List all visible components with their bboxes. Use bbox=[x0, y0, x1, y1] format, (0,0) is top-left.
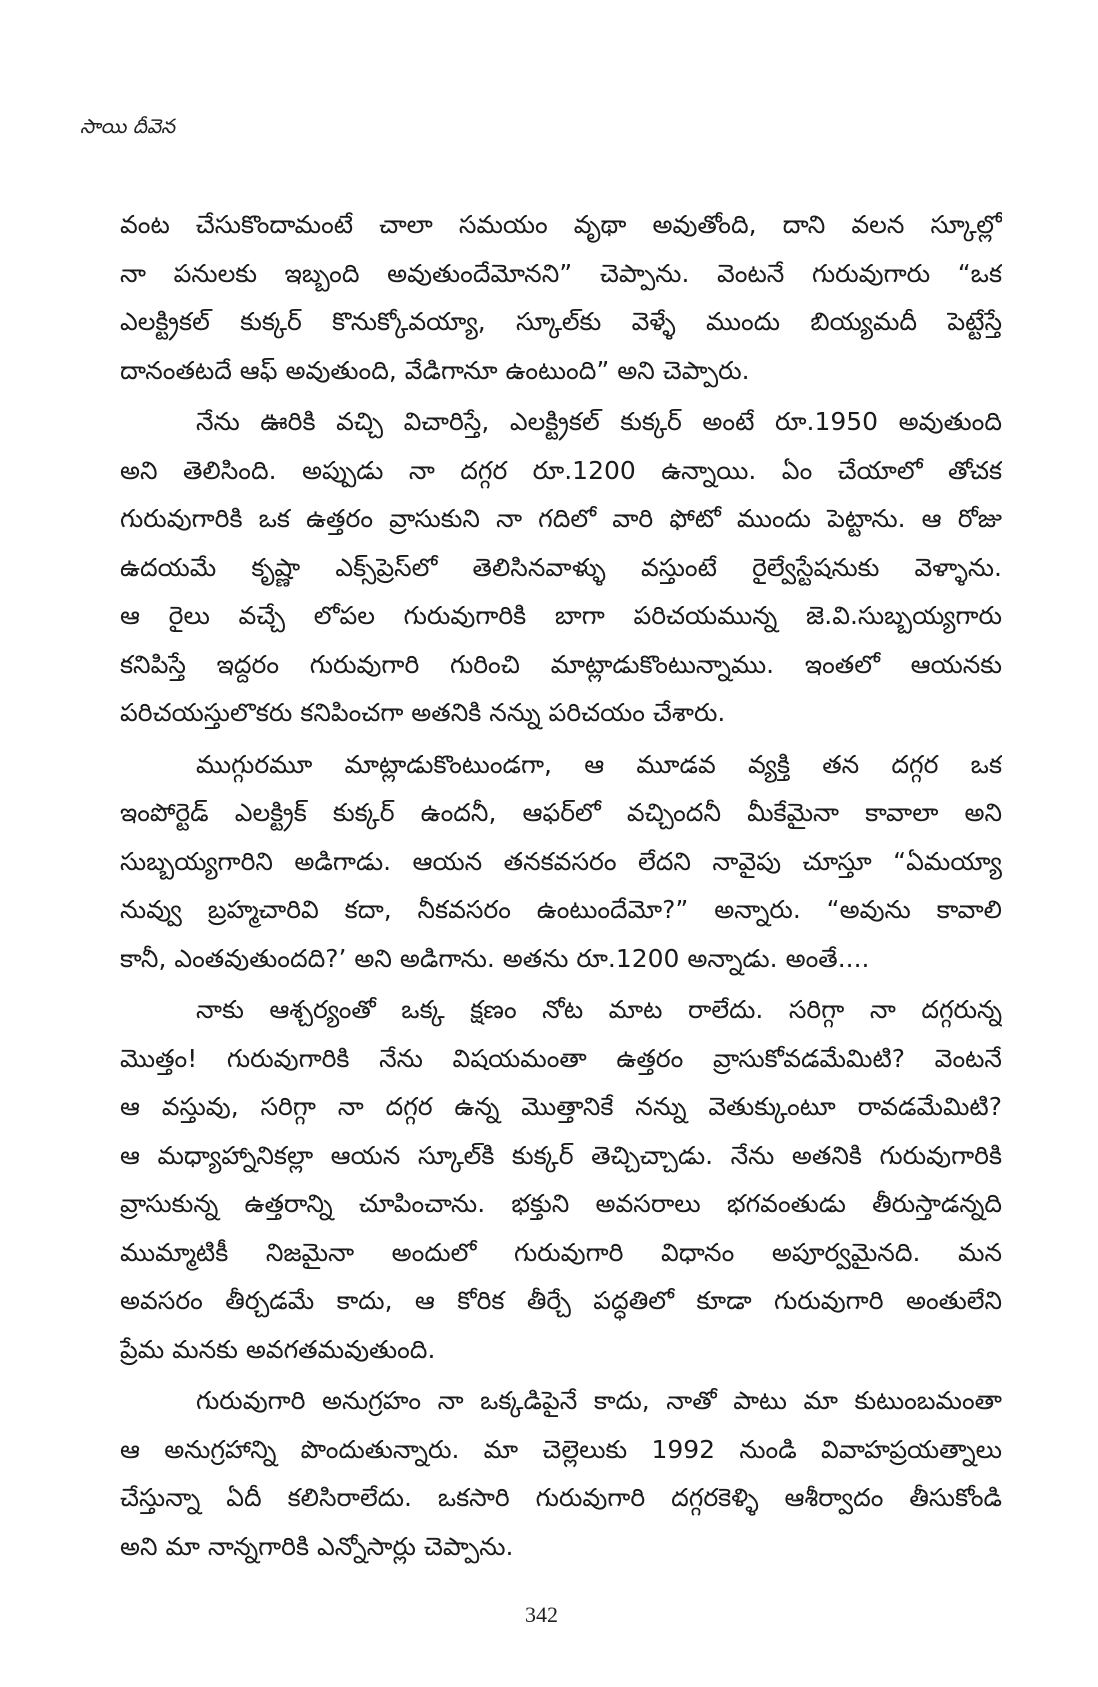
text-line: చేస్తున్నా ఏదీ కలిసిరాలేదు. ఒకసారి గురువుగారి దగ్గరకెళ్ళి ఆశీర్వాదం తీసుకోండి bbox=[120, 1483, 1002, 1512]
text-line: మొత్తం! గురువుగారికి నేను విషయమంతా ఉత్తరం వ్రాసుకోవడమేమిటి? వెంటనే bbox=[120, 1043, 1002, 1073]
text-line: ఆ అనుగ్రహాన్ని పొందుతున్నారు. మా చెల్లెలుకు 1992 నుండి వివాహప్రయత్నాలు bbox=[120, 1434, 1002, 1464]
paragraph bbox=[120, 201, 1002, 395]
text-line: గురువుగారి అనుగ్రహం నా ఒక్కడిపైనే కాదు, నాతో పాటు మా కుటుంబమంతా bbox=[196, 1386, 1002, 1415]
text-line: నా పనులకు ఇబ్బంది అవుతుందేమోనని” చెప్పాను. వెంటనే గురువుగారు “ఒక bbox=[120, 258, 1002, 288]
text-line: అని మా నాన్నగారికి ఎన్నోసార్లు చెప్పాను. bbox=[120, 1531, 514, 1561]
text-line: కనిపిస్తే ఇద్దరం గురువుగారి గురించి మాట్లాడుకొంటున్నాము. ఇంతలో ఆయనకు bbox=[120, 649, 1002, 679]
text-line: ఇంపోర్టెడ్ ఎలక్ట్రిక్ కుక్కర్ ఉందనీ, ఆఫర్‌లో వచ్చిందనీ మీకేమైనా కావాలా అని bbox=[120, 798, 1002, 827]
text-line: నాకు ఆశ్చర్యంతో ఒక్క క్షణం నోట మాట రాలేదు. సరిగ్గా నా దగ్గరున్న bbox=[196, 995, 1002, 1024]
text-line: పరిచయస్తులొకరు కనిపించగా అతనికి నన్ను పరిచయం చేశారు. bbox=[120, 698, 726, 727]
paragraph bbox=[120, 986, 1002, 1374]
text-line: అవసరం తీర్చడమే కాదు, ఆ కోరిక తీర్చే పద్ధతిలో కూడా గురువుగారి అంతులేని bbox=[120, 1286, 1002, 1315]
text-line: ఆ రైలు వచ్చే లోపల గురువుగారికి బాగా పరిచయమున్న జె.వి.సుబ్బయ్యగారు bbox=[120, 601, 1002, 630]
paragraph bbox=[120, 1377, 1002, 1571]
text-line: సుబ్బయ్యగారిని అడిగాడు. ఆయన తనకవసరం లేదని నావైపు చూస్తూ “ఏమయ్యా bbox=[120, 846, 1002, 876]
text-line: కానీ, ఎంతవుతుందది?’ అని అడిగాను. అతను రూ.1200 అన్నాడు. అంతే.... bbox=[120, 943, 870, 973]
text-line: ముమ్మాటికీ నిజమైనా అందులో గురువుగారి విధానం అపూర్వమైనది. మన bbox=[120, 1237, 1002, 1267]
running-header: సాయి దీవెన bbox=[80, 114, 176, 138]
text-line: ఎలక్ట్రికల్ కుక్కర్ కొనుక్కోవయ్యా, స్కూల్‌కు వెళ్ళే ముందు బియ్యమదీ పెట్టేస్తే bbox=[120, 307, 1002, 336]
text-line: గురువుగారికి ఒక ఉత్తరం వ్రాసుకుని నా గదిలో వారి ఫోటో ముందు పెట్టాను. ఆ రోజు bbox=[120, 504, 1002, 533]
text-line: ముగ్గురమూ మాట్లాడుకొంటుండగా, ఆ మూడవ వ్యక్తి తన దగ్గర ఒక bbox=[196, 749, 1002, 779]
text-line: వ్రాసుకున్న ఉత్తరాన్ని చూపించాను. భక్తుని అవసరాలు భగవంతుడు తీరుస్తాడన్నది bbox=[120, 1189, 1002, 1218]
text-line: అని తెలిసింది. అప్పుడు నా దగ్గర రూ.1200 ఉన్నాయి. ఏం చేయాలో తోచక bbox=[120, 455, 1002, 485]
page-number: 342 bbox=[525, 1602, 558, 1627]
text-line: దానంతటదే ఆఫ్ అవుతుంది, వేడిగానూ ఉంటుంది” అని చెప్పారు. bbox=[120, 355, 750, 385]
text-line: ప్రేమ మనకు అవగతమవుతుంది. bbox=[120, 1334, 436, 1364]
text-line: వంట చేసుకొందామంటే చాలా సమయం వృథా అవుతోంది, దాని వలన స్కూల్లో bbox=[120, 210, 1002, 239]
paragraph bbox=[120, 398, 1002, 738]
text-line: ఆ వస్తువు, సరిగ్గా నా దగ్గర ఉన్న మొత్తానికే నన్ను వెతుక్కుంటూ రావడమేమిటి? bbox=[120, 1092, 1002, 1121]
paragraph bbox=[120, 741, 1002, 984]
text-line: నేను ఊరికి వచ్చి విచారిస్తే, ఎలక్ట్రికల్ కుక్కర్ అంటే రూ.1950 అవుతుంది bbox=[196, 407, 1002, 436]
body-text bbox=[120, 201, 1002, 1571]
text-line: ఉదయమే కృష్ణా ఎక్స్‌ప్రెస్‌లో తెలిసినవాళ్ళు వస్తుంటే రైల్వేస్టేషనుకు వెళ్ళాను. bbox=[120, 552, 1002, 582]
text-line: నువ్వు బ్రహ్మచారివి కదా, నీకవసరం ఉంటుందేమో?” అన్నారు. “అవును కావాలి bbox=[120, 895, 1002, 924]
text-line: ఆ మధ్యాహ్నానికల్లా ఆయన స్కూల్‌కి కుక్కర్ తెచ్చిచ్చాడు. నేను అతనికి గురువుగారికి bbox=[120, 1140, 1002, 1170]
